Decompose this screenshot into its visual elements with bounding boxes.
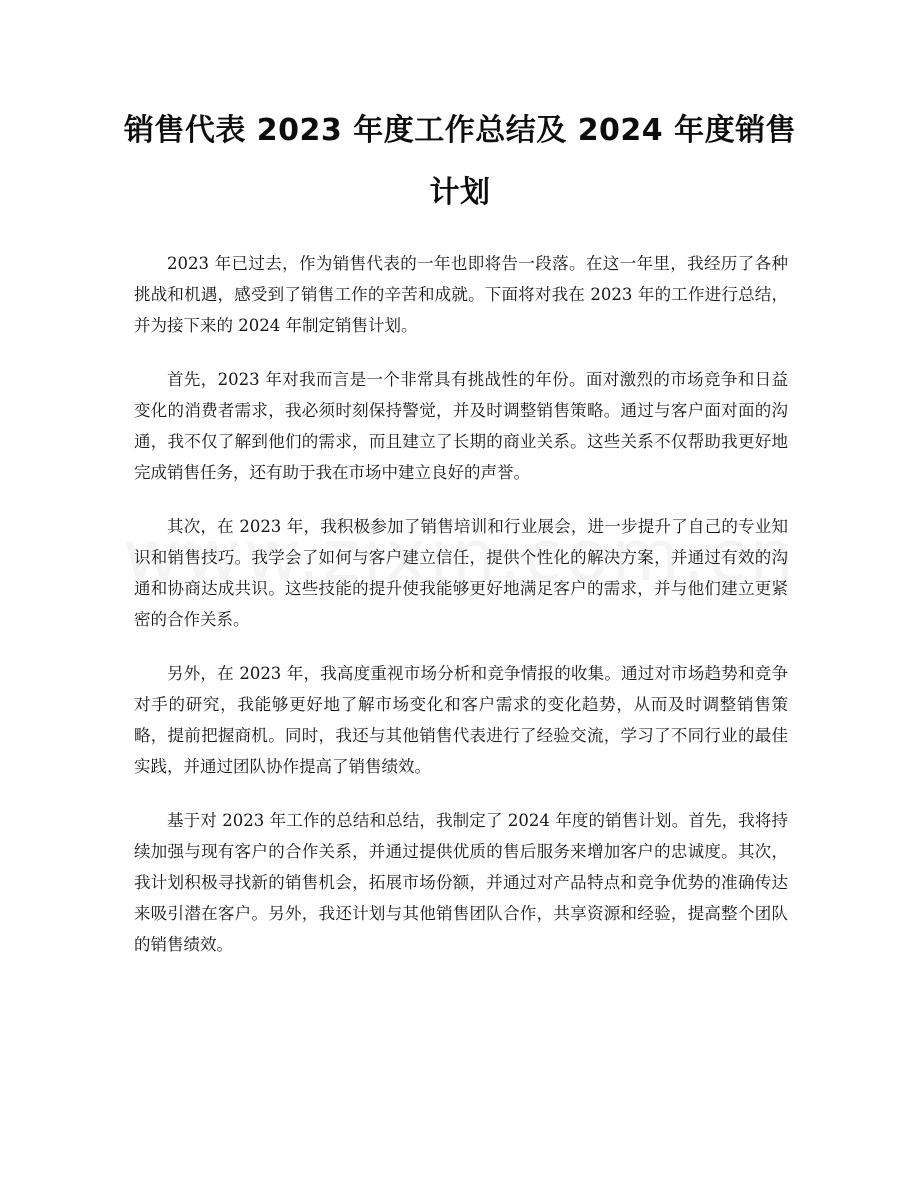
paragraph-4: 另外，在 2023 年，我高度重视市场分析和竞争情报的收集。通过对市场趋势和竞争对手的研究，我能够更好地了解市场变化和客户需求的变化趋势，从而及时调整销售策略，提前把握商机。同时，我还与其他销售代表进行了经验交流，学习了不同行业的最佳实践，并通过团队协作提高了销售绩效。: [134, 664, 788, 776]
paragraph-3: 其次，在 2023 年，我积极参加了销售培训和行业展会，进一步提升了自己的专业知识和销售技巧。我学会了如何与客户建立信任，提供个性化的解决方案，并通过有效的沟通和协商达成共识。这些技能的提升使我能够更好地满足客户的需求，并与他们建立更紧密的合作关系。: [134, 517, 788, 629]
paragraph-5: 基于对 2023 年工作的总结和总结，我制定了 2024 年度的销售计划。首先，我将持续加强与现有客户的合作关系，并通过提供优质的售后服务来增加客户的忠诚度。其次，我计划积极寻找新的销售机会，拓展市场份额，并通过对产品特点和竞争优势的准确传达来吸引潜在客户。另外，我还计划与其他销售团队合作，共享资源和经验，提高整个团队的销售绩效。: [134, 811, 788, 954]
document-title: 销售代表 2023 年度工作总结及 2024 年度销售计划: [123, 113, 797, 210]
paragraph-1: 2023 年已过去，作为销售代表的一年也即将告一段落。在这一年里，我经历了各种挑战和机遇，感受到了销售工作的辛苦和成就。下面将对我在 2023 年的工作进行总结，并为接下来的 2024 年制定销售计划。: [134, 254, 788, 335]
paragraph-2: 首先，2023 年对我而言是一个非常具有挑战性的年份。面对激烈的市场竞争和日益变化的消费者需求，我必须时刻保持警觉，并及时调整销售策略。通过与客户面对面的沟通，我不仅了解到他们的需求，而且建立了长期的商业关系。这些关系不仅帮助我更好地完成销售任务，还有助于我在市场中建立良好的声誉。: [134, 370, 788, 482]
document-body: [134, 248, 788, 983]
